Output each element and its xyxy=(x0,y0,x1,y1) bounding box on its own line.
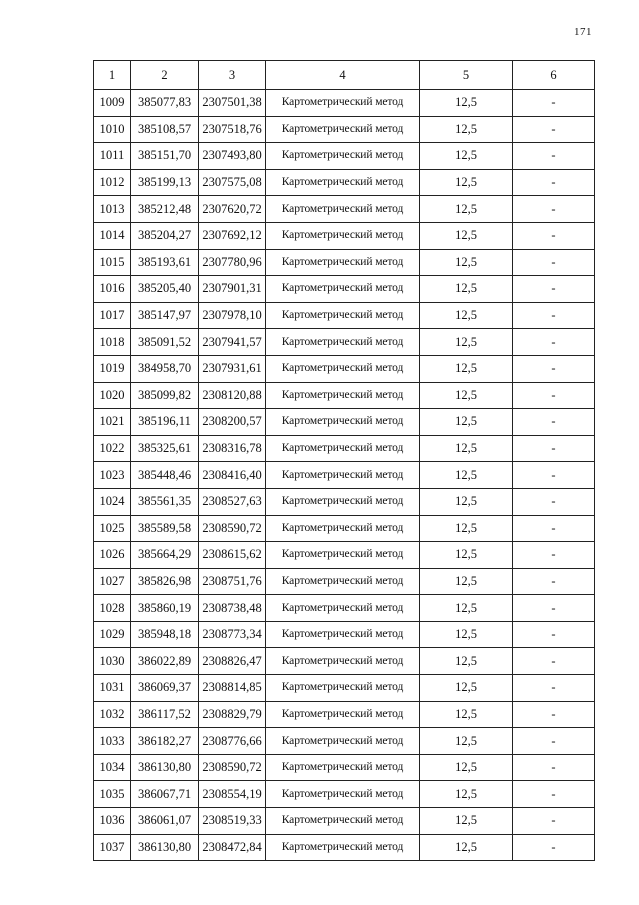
y-coordinate-cell: 2308120,88 xyxy=(199,382,266,409)
table-row xyxy=(94,116,595,143)
point-number-cell: 1029 xyxy=(94,621,131,648)
note-cell: - xyxy=(513,276,595,303)
note-cell: - xyxy=(513,116,595,143)
point-number-cell: 1023 xyxy=(94,462,131,489)
method-cell: Картометрический метод xyxy=(266,568,420,595)
point-number-cell: 1019 xyxy=(94,355,131,382)
point-number-cell: 1025 xyxy=(94,515,131,542)
y-coordinate-cell: 2308829,79 xyxy=(199,701,266,728)
x-coordinate-cell: 385099,82 xyxy=(131,382,199,409)
accuracy-cell: 12,5 xyxy=(420,728,513,755)
y-coordinate-cell: 2307575,08 xyxy=(199,169,266,196)
method-cell: Картометрический метод xyxy=(266,834,420,861)
method-cell: Картометрический метод xyxy=(266,302,420,329)
x-coordinate-cell: 385205,40 xyxy=(131,276,199,303)
table-row xyxy=(94,808,595,835)
accuracy-cell: 12,5 xyxy=(420,355,513,382)
table-row xyxy=(94,90,595,117)
x-coordinate-cell: 386022,89 xyxy=(131,648,199,675)
note-cell: - xyxy=(513,595,595,622)
point-number-cell: 1028 xyxy=(94,595,131,622)
x-coordinate-cell: 385108,57 xyxy=(131,116,199,143)
point-number-cell: 1033 xyxy=(94,728,131,755)
point-number-cell: 1027 xyxy=(94,568,131,595)
point-number-cell: 1037 xyxy=(94,834,131,861)
note-cell: - xyxy=(513,302,595,329)
point-number-cell: 1036 xyxy=(94,808,131,835)
accuracy-cell: 12,5 xyxy=(420,116,513,143)
table-row xyxy=(94,196,595,223)
y-coordinate-cell: 2308316,78 xyxy=(199,435,266,462)
note-cell: - xyxy=(513,462,595,489)
y-coordinate-cell: 2308738,48 xyxy=(199,595,266,622)
x-coordinate-cell: 385147,97 xyxy=(131,302,199,329)
table-header xyxy=(94,61,595,90)
y-coordinate-cell: 2308416,40 xyxy=(199,462,266,489)
point-number-cell: 1016 xyxy=(94,276,131,303)
method-cell: Картометрический метод xyxy=(266,648,420,675)
y-coordinate-cell: 2307931,61 xyxy=(199,355,266,382)
y-coordinate-cell: 2307692,12 xyxy=(199,222,266,249)
method-cell: Картометрический метод xyxy=(266,542,420,569)
table-row xyxy=(94,276,595,303)
method-cell: Картометрический метод xyxy=(266,196,420,223)
point-number-cell: 1021 xyxy=(94,409,131,436)
table-row xyxy=(94,435,595,462)
table-row xyxy=(94,834,595,861)
x-coordinate-cell: 384958,70 xyxy=(131,355,199,382)
note-cell: - xyxy=(513,675,595,702)
table-row xyxy=(94,169,595,196)
accuracy-cell: 12,5 xyxy=(420,276,513,303)
method-cell: Картометрический метод xyxy=(266,355,420,382)
method-cell: Картометрический метод xyxy=(266,728,420,755)
accuracy-cell: 12,5 xyxy=(420,196,513,223)
note-cell: - xyxy=(513,568,595,595)
method-cell: Картометрический метод xyxy=(266,675,420,702)
table-row xyxy=(94,143,595,170)
header-col-3: 3 xyxy=(199,61,266,90)
x-coordinate-cell: 385448,46 xyxy=(131,462,199,489)
page-number: 171 xyxy=(574,26,592,38)
method-cell: Картометрический метод xyxy=(266,462,420,489)
point-number-cell: 1026 xyxy=(94,542,131,569)
table-row xyxy=(94,701,595,728)
table-row xyxy=(94,648,595,675)
method-cell: Картометрический метод xyxy=(266,435,420,462)
y-coordinate-cell: 2308590,72 xyxy=(199,754,266,781)
note-cell: - xyxy=(513,409,595,436)
point-number-cell: 1018 xyxy=(94,329,131,356)
accuracy-cell: 12,5 xyxy=(420,143,513,170)
y-coordinate-cell: 2308554,19 xyxy=(199,781,266,808)
table-row xyxy=(94,728,595,755)
header-col-2: 2 xyxy=(131,61,199,90)
point-number-cell: 1034 xyxy=(94,754,131,781)
table-row xyxy=(94,302,595,329)
note-cell: - xyxy=(513,754,595,781)
table-body xyxy=(94,90,595,861)
accuracy-cell: 12,5 xyxy=(420,302,513,329)
note-cell: - xyxy=(513,621,595,648)
note-cell: - xyxy=(513,143,595,170)
note-cell: - xyxy=(513,329,595,356)
y-coordinate-cell: 2308814,85 xyxy=(199,675,266,702)
y-coordinate-cell: 2308751,76 xyxy=(199,568,266,595)
y-coordinate-cell: 2307901,31 xyxy=(199,276,266,303)
point-number-cell: 1020 xyxy=(94,382,131,409)
method-cell: Картометрический метод xyxy=(266,249,420,276)
note-cell: - xyxy=(513,222,595,249)
table-row xyxy=(94,595,595,622)
y-coordinate-cell: 2307941,57 xyxy=(199,329,266,356)
note-cell: - xyxy=(513,169,595,196)
y-coordinate-cell: 2307978,10 xyxy=(199,302,266,329)
accuracy-cell: 12,5 xyxy=(420,90,513,117)
x-coordinate-cell: 386067,71 xyxy=(131,781,199,808)
table-row xyxy=(94,515,595,542)
table-row xyxy=(94,542,595,569)
y-coordinate-cell: 2307620,72 xyxy=(199,196,266,223)
method-cell: Картометрический метод xyxy=(266,781,420,808)
header-col-5: 5 xyxy=(420,61,513,90)
method-cell: Картометрический метод xyxy=(266,754,420,781)
accuracy-cell: 12,5 xyxy=(420,409,513,436)
method-cell: Картометрический метод xyxy=(266,169,420,196)
x-coordinate-cell: 385860,19 xyxy=(131,595,199,622)
method-cell: Картометрический метод xyxy=(266,595,420,622)
x-coordinate-cell: 386069,37 xyxy=(131,675,199,702)
y-coordinate-cell: 2307780,96 xyxy=(199,249,266,276)
accuracy-cell: 12,5 xyxy=(420,808,513,835)
point-number-cell: 1024 xyxy=(94,488,131,515)
x-coordinate-cell: 386182,27 xyxy=(131,728,199,755)
y-coordinate-cell: 2308776,66 xyxy=(199,728,266,755)
method-cell: Картометрический метод xyxy=(266,808,420,835)
coordinates-table xyxy=(93,60,595,861)
accuracy-cell: 12,5 xyxy=(420,515,513,542)
x-coordinate-cell: 386130,80 xyxy=(131,754,199,781)
x-coordinate-cell: 385196,11 xyxy=(131,409,199,436)
y-coordinate-cell: 2307501,38 xyxy=(199,90,266,117)
x-coordinate-cell: 385589,58 xyxy=(131,515,199,542)
method-cell: Картометрический метод xyxy=(266,701,420,728)
y-coordinate-cell: 2308826,47 xyxy=(199,648,266,675)
method-cell: Картометрический метод xyxy=(266,488,420,515)
x-coordinate-cell: 386061,07 xyxy=(131,808,199,835)
note-cell: - xyxy=(513,781,595,808)
point-number-cell: 1011 xyxy=(94,143,131,170)
header-col-4: 4 xyxy=(266,61,420,90)
method-cell: Картометрический метод xyxy=(266,222,420,249)
note-cell: - xyxy=(513,249,595,276)
table-row xyxy=(94,488,595,515)
y-coordinate-cell: 2308519,33 xyxy=(199,808,266,835)
header-row xyxy=(94,61,595,90)
method-cell: Картометрический метод xyxy=(266,515,420,542)
accuracy-cell: 12,5 xyxy=(420,329,513,356)
table-row xyxy=(94,675,595,702)
x-coordinate-cell: 385204,27 xyxy=(131,222,199,249)
accuracy-cell: 12,5 xyxy=(420,488,513,515)
method-cell: Картометрический метод xyxy=(266,276,420,303)
note-cell: - xyxy=(513,648,595,675)
point-number-cell: 1013 xyxy=(94,196,131,223)
point-number-cell: 1031 xyxy=(94,675,131,702)
header-col-1: 1 xyxy=(94,61,131,90)
point-number-cell: 1032 xyxy=(94,701,131,728)
x-coordinate-cell: 385826,98 xyxy=(131,568,199,595)
x-coordinate-cell: 385151,70 xyxy=(131,143,199,170)
x-coordinate-cell: 385561,35 xyxy=(131,488,199,515)
x-coordinate-cell: 385077,83 xyxy=(131,90,199,117)
x-coordinate-cell: 385193,61 xyxy=(131,249,199,276)
point-number-cell: 1015 xyxy=(94,249,131,276)
x-coordinate-cell: 385948,18 xyxy=(131,621,199,648)
point-number-cell: 1017 xyxy=(94,302,131,329)
accuracy-cell: 12,5 xyxy=(420,435,513,462)
y-coordinate-cell: 2308773,34 xyxy=(199,621,266,648)
note-cell: - xyxy=(513,834,595,861)
table-row xyxy=(94,621,595,648)
accuracy-cell: 12,5 xyxy=(420,169,513,196)
y-coordinate-cell: 2307518,76 xyxy=(199,116,266,143)
method-cell: Картометрический метод xyxy=(266,329,420,356)
table-row xyxy=(94,249,595,276)
method-cell: Картометрический метод xyxy=(266,621,420,648)
table-row xyxy=(94,568,595,595)
y-coordinate-cell: 2308527,63 xyxy=(199,488,266,515)
note-cell: - xyxy=(513,488,595,515)
table-row xyxy=(94,329,595,356)
y-coordinate-cell: 2308200,57 xyxy=(199,409,266,436)
x-coordinate-cell: 385091,52 xyxy=(131,329,199,356)
method-cell: Картометрический метод xyxy=(266,409,420,436)
note-cell: - xyxy=(513,355,595,382)
method-cell: Картометрический метод xyxy=(266,143,420,170)
table-row xyxy=(94,382,595,409)
note-cell: - xyxy=(513,542,595,569)
note-cell: - xyxy=(513,196,595,223)
table-row xyxy=(94,462,595,489)
accuracy-cell: 12,5 xyxy=(420,222,513,249)
y-coordinate-cell: 2308615,62 xyxy=(199,542,266,569)
method-cell: Картометрический метод xyxy=(266,382,420,409)
table-row xyxy=(94,781,595,808)
accuracy-cell: 12,5 xyxy=(420,542,513,569)
accuracy-cell: 12,5 xyxy=(420,621,513,648)
note-cell: - xyxy=(513,701,595,728)
note-cell: - xyxy=(513,808,595,835)
accuracy-cell: 12,5 xyxy=(420,675,513,702)
table-row xyxy=(94,754,595,781)
header-col-6: 6 xyxy=(513,61,595,90)
table-row xyxy=(94,222,595,249)
note-cell: - xyxy=(513,90,595,117)
point-number-cell: 1012 xyxy=(94,169,131,196)
x-coordinate-cell: 386130,80 xyxy=(131,834,199,861)
x-coordinate-cell: 385212,48 xyxy=(131,196,199,223)
point-number-cell: 1035 xyxy=(94,781,131,808)
table-row xyxy=(94,409,595,436)
accuracy-cell: 12,5 xyxy=(420,595,513,622)
point-number-cell: 1014 xyxy=(94,222,131,249)
y-coordinate-cell: 2307493,80 xyxy=(199,143,266,170)
accuracy-cell: 12,5 xyxy=(420,382,513,409)
accuracy-cell: 12,5 xyxy=(420,568,513,595)
point-number-cell: 1009 xyxy=(94,90,131,117)
method-cell: Картометрический метод xyxy=(266,90,420,117)
y-coordinate-cell: 2308590,72 xyxy=(199,515,266,542)
accuracy-cell: 12,5 xyxy=(420,648,513,675)
accuracy-cell: 12,5 xyxy=(420,754,513,781)
x-coordinate-cell: 386117,52 xyxy=(131,701,199,728)
point-number-cell: 1010 xyxy=(94,116,131,143)
accuracy-cell: 12,5 xyxy=(420,834,513,861)
point-number-cell: 1022 xyxy=(94,435,131,462)
x-coordinate-cell: 385199,13 xyxy=(131,169,199,196)
table-row xyxy=(94,355,595,382)
note-cell: - xyxy=(513,515,595,542)
accuracy-cell: 12,5 xyxy=(420,781,513,808)
accuracy-cell: 12,5 xyxy=(420,249,513,276)
x-coordinate-cell: 385325,61 xyxy=(131,435,199,462)
y-coordinate-cell: 2308472,84 xyxy=(199,834,266,861)
x-coordinate-cell: 385664,29 xyxy=(131,542,199,569)
method-cell: Картометрический метод xyxy=(266,116,420,143)
accuracy-cell: 12,5 xyxy=(420,701,513,728)
accuracy-cell: 12,5 xyxy=(420,462,513,489)
note-cell: - xyxy=(513,435,595,462)
note-cell: - xyxy=(513,728,595,755)
point-number-cell: 1030 xyxy=(94,648,131,675)
note-cell: - xyxy=(513,382,595,409)
